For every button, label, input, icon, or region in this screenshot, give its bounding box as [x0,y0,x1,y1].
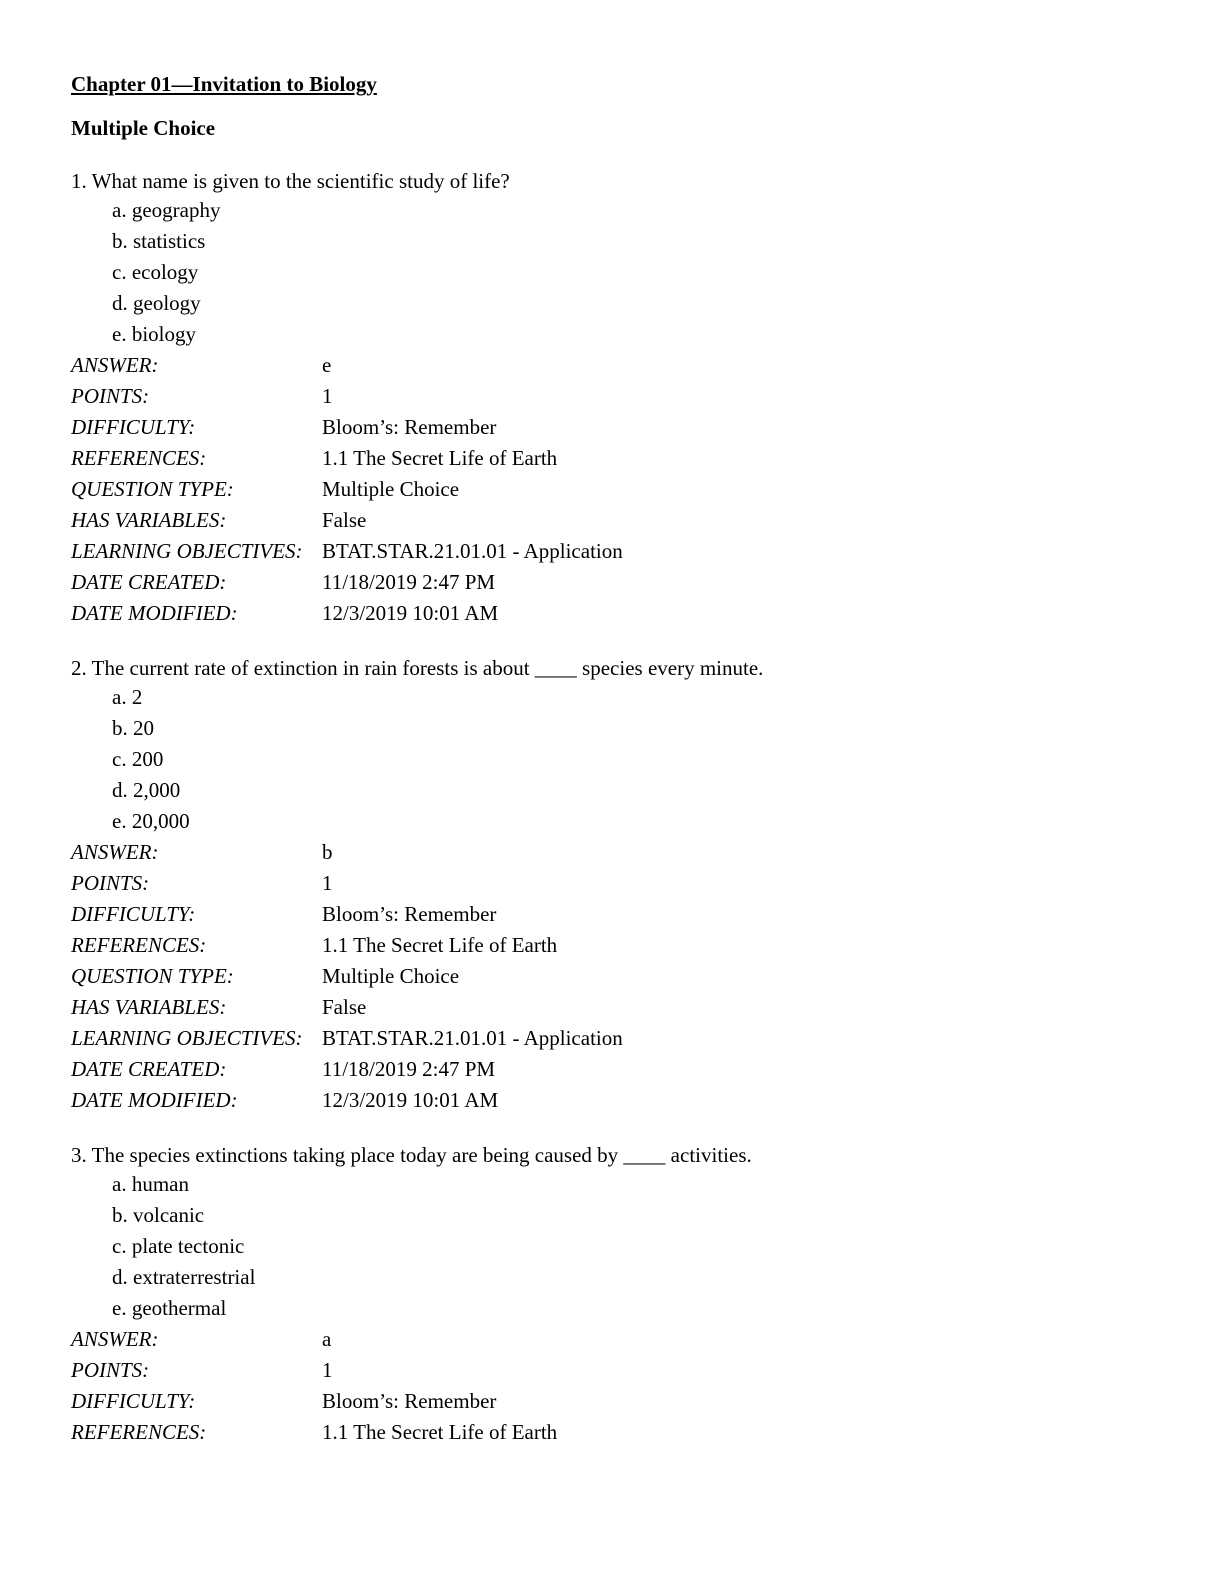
metadata-value: Bloom’s: Remember [322,415,497,439]
metadata-key: DATE MODIFIED: [71,601,238,625]
metadata-value: False [322,995,367,1019]
answer-option: a. geography [112,198,221,222]
answer-option: c. plate tectonic [112,1234,245,1258]
answer-option: e. geothermal [112,1296,227,1320]
metadata-value: Bloom’s: Remember [322,902,497,926]
metadata-row [71,1085,623,1116]
metadata-key: REFERENCES: [71,1420,207,1444]
metadata-value: BTAT.STAR.21.01.01 - Application [322,539,623,563]
section-title: Multiple Choice [71,116,216,140]
metadata-row [71,598,623,629]
metadata-key: LEARNING OBJECTIVES: [71,539,303,563]
metadata-row [71,350,623,381]
metadata-row [71,930,623,961]
metadata-row [71,1355,557,1386]
answer-option: a. 2 [112,685,143,709]
metadata-row [71,505,623,536]
metadata-key: POINTS: [71,1358,150,1382]
metadata-row [71,961,623,992]
metadata-key: POINTS: [71,871,150,895]
question-list [71,167,1151,1448]
metadata-value: 11/18/2019 2:47 PM [322,1057,496,1081]
metadata-key: DIFFICULTY: [71,415,196,439]
chapter-title: Chapter 01—Invitation to Biology [71,72,377,96]
metadata-key: HAS VARIABLES: [71,508,227,532]
answer-option: e. 20,000 [112,809,190,833]
metadata-row [71,536,623,567]
metadata-row [71,1054,623,1085]
metadata-value: Multiple Choice [322,964,460,988]
metadata-value: 12/3/2019 10:01 AM [322,601,499,625]
answer-options [71,195,1151,350]
metadata-key: QUESTION TYPE: [71,964,234,988]
question-stem: 1. What name is given to the scientific study of life? [71,169,510,193]
answer-options [71,682,1151,837]
question-block [71,654,1151,1116]
metadata-row [71,412,623,443]
question-block [71,167,1151,629]
metadata-value: Bloom’s: Remember [322,1389,497,1413]
metadata-row [71,443,623,474]
document-page [71,70,1151,1448]
metadata-key: DATE CREATED: [71,1057,227,1081]
metadata-value: BTAT.STAR.21.01.01 - Application [322,1026,623,1050]
metadata-key: DATE CREATED: [71,570,227,594]
metadata-value: 1.1 The Secret Life of Earth [322,1420,558,1444]
answer-option: b. statistics [112,229,206,253]
metadata-value: 1 [322,1358,333,1382]
question-metadata [71,837,623,1116]
metadata-row [71,899,623,930]
answer-option: c. 200 [112,747,164,771]
answer-options [71,1169,1151,1324]
metadata-row [71,1023,623,1054]
metadata-row [71,868,623,899]
metadata-key: HAS VARIABLES: [71,995,227,1019]
question-metadata [71,350,623,629]
answer-option: d. 2,000 [112,778,181,802]
question-metadata [71,1324,557,1448]
metadata-row [71,992,623,1023]
metadata-key: POINTS: [71,384,150,408]
metadata-key: DATE MODIFIED: [71,1088,238,1112]
answer-option: e. biology [112,322,196,346]
metadata-key: ANSWER: [71,840,159,864]
metadata-value: 1.1 The Secret Life of Earth [322,933,558,957]
answer-option: c. ecology [112,260,199,284]
metadata-row [71,1386,557,1417]
answer-option: d. geology [112,291,201,315]
answer-option: b. volcanic [112,1203,205,1227]
metadata-key: REFERENCES: [71,446,207,470]
metadata-key: ANSWER: [71,1327,159,1351]
metadata-key: LEARNING OBJECTIVES: [71,1026,303,1050]
metadata-row [71,474,623,505]
answer-option: d. extraterrestrial [112,1265,256,1289]
metadata-row [71,1324,557,1355]
metadata-value: 11/18/2019 2:47 PM [322,570,496,594]
question-stem: 2. The current rate of extinction in rain forests is about ____ species every minute. [71,656,764,680]
metadata-row [71,381,623,412]
answer-option: b. 20 [112,716,154,740]
metadata-key: ANSWER: [71,353,159,377]
metadata-key: DIFFICULTY: [71,1389,196,1413]
metadata-value: False [322,508,367,532]
question-block [71,1141,1151,1448]
metadata-row [71,567,623,598]
metadata-value: 1 [322,384,333,408]
metadata-key: REFERENCES: [71,933,207,957]
metadata-key: QUESTION TYPE: [71,477,234,501]
question-stem: 3. The species extinctions taking place today are being caused by ____ activities. [71,1143,752,1167]
metadata-row [71,837,623,868]
metadata-value: Multiple Choice [322,477,460,501]
metadata-key: DIFFICULTY: [71,902,196,926]
metadata-value: e [322,353,332,377]
metadata-value: 1 [322,871,333,895]
metadata-value: b [322,840,333,864]
metadata-value: a [322,1327,332,1351]
metadata-value: 12/3/2019 10:01 AM [322,1088,499,1112]
answer-option: a. human [112,1172,189,1196]
metadata-value: 1.1 The Secret Life of Earth [322,446,558,470]
metadata-row [71,1417,557,1448]
